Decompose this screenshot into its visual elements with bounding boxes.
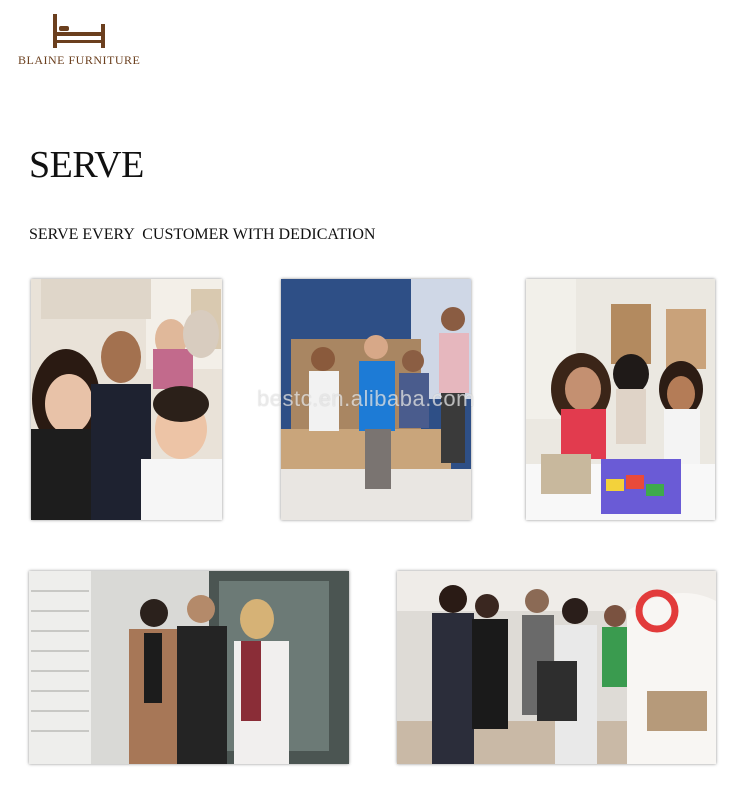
- photo-icon: [281, 279, 471, 520]
- photo-customers-selfie: [31, 279, 222, 520]
- brand-logo: [14, 10, 144, 70]
- watermark-text: bestc.en.alibaba.com: [257, 386, 475, 411]
- page-subtitle: SERVE EVERY CUSTOMER WITH DEDICATION: [29, 226, 376, 243]
- photo-family-playing-blocks: [526, 279, 715, 520]
- photo-icon: [29, 571, 349, 764]
- bed-icon: [51, 12, 107, 50]
- photo-icon: [397, 571, 716, 764]
- photo-visitors-in-office: [29, 571, 349, 764]
- photo-icon: [526, 279, 715, 520]
- photo-icon: [31, 279, 222, 520]
- page-title: SERVE: [29, 144, 144, 186]
- photo-visitors-in-showroom: [397, 571, 716, 764]
- photo-customers-on-bed: [281, 279, 471, 520]
- brand-name: BLAINE FURNITURE: [18, 53, 141, 67]
